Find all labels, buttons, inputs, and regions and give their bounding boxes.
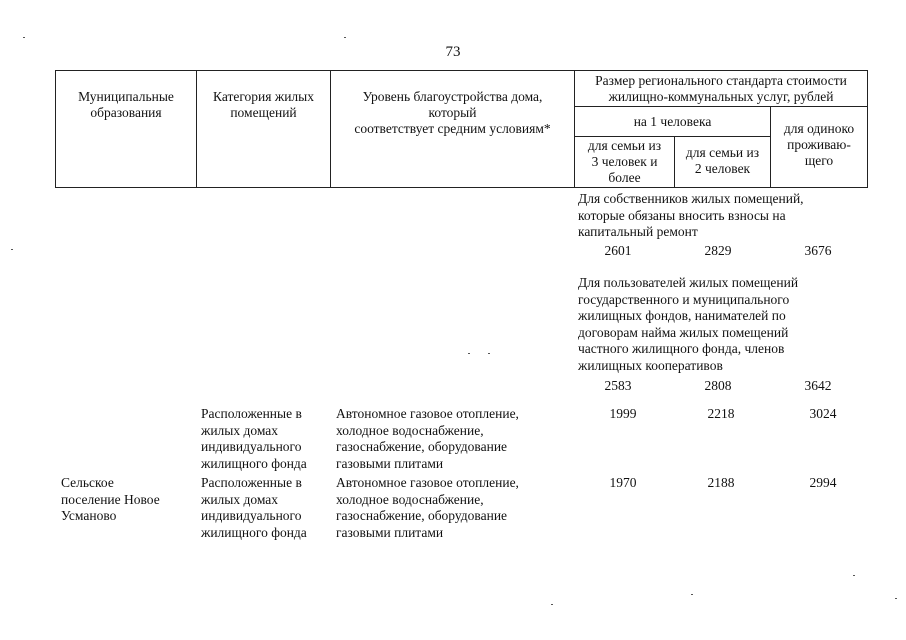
row-1-single: 3024 bbox=[809, 406, 837, 421]
scan-speck bbox=[853, 575, 855, 576]
scan-speck bbox=[551, 604, 553, 605]
section-owners-family2: 2829 bbox=[704, 243, 732, 258]
header-standard-size: Размер регионального стандарта стоимости жилищно-коммунальных услуг, рублей bbox=[575, 71, 868, 107]
row-1-amenity: Автономное газовое отопление, холодное водоснабжение, газоснабжение, оборудование газовыми плитами bbox=[336, 406, 519, 471]
scan-speck bbox=[468, 353, 470, 354]
header-family3: для семьи из 3 человек и более bbox=[575, 137, 675, 188]
section-owners-family3: 2601 bbox=[604, 243, 632, 258]
section-tenants-single: 3642 bbox=[804, 378, 832, 393]
scan-speck bbox=[23, 37, 25, 38]
header-table bbox=[55, 70, 868, 188]
row-2-municipality: Сельское поселение Новое Усманово bbox=[61, 475, 160, 523]
section-tenants-caption: Для пользователей жилых помещений государственного и муниципального жилищных фондов, нанимателей по договорам найма жилых помещений частного жилищного фонда, членов жилищных кооперативов bbox=[578, 275, 799, 373]
scan-speck bbox=[344, 37, 346, 38]
header-category: Категория жилых помещений bbox=[197, 71, 331, 188]
scan-speck bbox=[488, 353, 490, 354]
scan-speck bbox=[11, 249, 13, 250]
row-2-amenity: Автономное газовое отопление, холодное водоснабжение, газоснабжение, оборудование газовыми плитами bbox=[336, 475, 519, 540]
header-single: для одиноко проживаю- щего bbox=[771, 107, 868, 188]
row-2-category: Расположенные в жилых домах индивидуального жилищного фонда bbox=[201, 475, 307, 540]
header-per-person: на 1 человека bbox=[575, 107, 771, 137]
section-tenants-family2: 2808 bbox=[704, 378, 732, 393]
scan-speck bbox=[895, 598, 897, 599]
header-municipality: Муниципальные образования bbox=[56, 71, 197, 188]
section-owners-single: 3676 bbox=[804, 243, 832, 258]
row-1-family3: 1999 bbox=[609, 406, 637, 421]
row-2-family3: 1970 bbox=[609, 475, 637, 490]
row-2-family2: 2188 bbox=[707, 475, 735, 490]
row-1-category: Расположенные в жилых домах индивидуального жилищного фонда bbox=[201, 406, 307, 471]
header-family2: для семьи из 2 человек bbox=[675, 137, 771, 188]
row-1-family2: 2218 bbox=[707, 406, 735, 421]
row-2-single: 2994 bbox=[809, 475, 837, 490]
scan-speck bbox=[691, 594, 693, 595]
header-amenity: Уровень благоустройства дома, который соответствует средним условиям* bbox=[331, 71, 575, 188]
page-number: 73 bbox=[445, 44, 461, 60]
section-tenants-family3: 2583 bbox=[604, 378, 632, 393]
section-owners-caption: Для собственников жилых помещений, которые обязаны вносить взносы на капитальный ремонт bbox=[578, 191, 804, 239]
